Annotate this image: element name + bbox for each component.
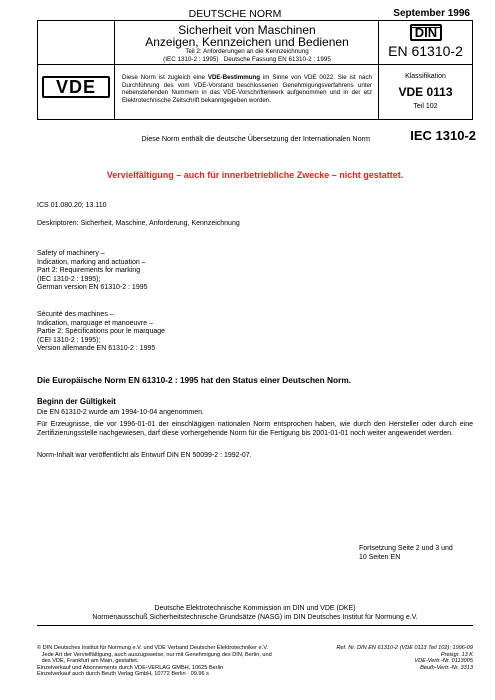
ics-codes: ICS 01.080.20; 13.110 <box>37 202 107 209</box>
din-logo: DIN <box>410 24 442 41</box>
issue-date: September 1996 <box>393 8 470 19</box>
intro-post: im Sinne von VDE 0022. Sie ist nach Durchführung des vom VDE-Vorstand beschlossenen Genehmigungsverfahrens unter nebenstehenden Nummern in das VDE-Vorschriftenwerk aufgenommen und in der etz Elektrotechnische Zeitschrift bekanntgegeben worden. <box>122 74 372 104</box>
part-subtitle <box>116 48 378 63</box>
norm-inhalt-note: Norm-Inhalt war veröffentlicht als Entwurf DIN EN 50099-2 : 1992-07. <box>37 452 252 459</box>
footer-left-line: des VDE, Frankfurt am Main, gestattet. <box>37 658 139 665</box>
footer-left-line: Einzelverkauf und Abonnements durch VDE-VERLAG GMBH, 10625 Berlin <box>37 664 224 671</box>
commission-line: Normenausschuß Sicherheitstechnische Grundsätze (NASG) im DIN Deutsches Institut für Normung e.V. <box>92 613 418 621</box>
vde-logo: VDE <box>42 76 110 98</box>
status-statement: Die Europäische Norm EN 61310-2 : 1995 hat den Status einer Deutschen Norm. <box>37 375 352 385</box>
intro-bold: VDE-Bestimmung <box>207 74 261 81</box>
header-left-cell <box>38 21 115 119</box>
english-title-block <box>37 250 337 293</box>
footer-right-line: Beuth-Vertr.-Nr. 3313 <box>420 664 473 671</box>
header-divider <box>38 64 472 65</box>
title-line: Anzeigen, Kennzeichen und Bedienen <box>145 35 349 49</box>
header-table <box>37 20 473 120</box>
intro-pre: Diese Norm ist zugleich eine <box>122 74 208 81</box>
en-line: Safety of machinery – <box>37 250 105 257</box>
footer-right-line: Preisgr. 13 K <box>440 651 473 658</box>
document-title <box>116 24 378 48</box>
en-line: Indication, marking and actuation – <box>37 258 146 266</box>
part-line: (IEC 1310-2 : 1995) Deutsche Fassung EN 61310-2 : 1995 <box>163 55 331 63</box>
footer-right-line: VDE-Vertr.-Nr. 0113005 <box>414 658 473 665</box>
fr-line: Version allemande EN 61310-2 : 1995 <box>37 345 156 352</box>
fr-line: Indication, marquage et manoeuvre – <box>37 319 153 327</box>
footer-right-line: Ref. Nr. DIN EN 61310-2 (VDE 0113 Teil 102): 1996-09 <box>336 645 473 651</box>
footer-copyright <box>37 645 327 678</box>
footer-reference <box>330 645 473 671</box>
french-title-block <box>37 311 337 354</box>
footer-left-line: Jede Art der Vervielfältigung, auch auszugsweise, nur mit Genehmigung des DIN, Berlin, und <box>37 651 272 658</box>
part-line: Teil 2: Anforderungen an die Kennzeichnung <box>185 48 309 55</box>
en-line: German version EN 61310-2 : 1995 <box>37 284 148 291</box>
commission-line: Deutsche Elektrotechnische Kommission im DIN und VDE (DKE) <box>154 605 356 612</box>
topbar-title: DEUTSCHE NORM <box>188 8 282 20</box>
en-line: Part 2: Requirements for marking <box>37 267 141 274</box>
teil-number: Teil 102 <box>413 103 438 110</box>
continuation-line: 10 Seiten EN <box>359 553 401 561</box>
iec-number: IEC 1310-2 <box>410 128 476 143</box>
continuation-note <box>359 545 479 562</box>
fr-line: Sécurité des machines – <box>37 311 114 318</box>
vde-number: VDE 0113 <box>398 85 453 99</box>
klassifikation-label: Klassifikation <box>405 73 446 80</box>
beginn-text-transition: Für Erzeugnisse, die vor 1996-01-01 der einschlägigen nationalen Norm entsprochen haben, wie durch den Hersteller oder durch eine Zertifizierungsstelle nachgewiesen, darf diese vorhergehende Norm für die Fertigung bis 2001-01-01 noch weiter angewendet werden. <box>37 421 473 437</box>
fr-line: (CEI 1310-2 : 1995); <box>37 336 101 344</box>
footer-left-line: © DIN Deutsches Institut für Normung e.V. und VDE Verband Deutscher Elektrotechniker e.V. <box>37 645 268 651</box>
continuation-line: Fortsetzung Seite 2 und 3 und <box>359 545 453 552</box>
en-line: (IEC 1310-2 : 1995); <box>37 275 101 283</box>
deskriptoren: Deskriptoren: Sicherheit, Maschine, Anforderung, Kennzeichnung <box>37 220 240 227</box>
copy-warning: Vervielfältigung – auch für innerbetriebliche Zwecke – nicht gestattet. <box>106 170 404 180</box>
fr-line: Partie 2: Spécifications pour le marquage <box>37 328 166 335</box>
iec-note: Diese Norm enthält die deutsche Übersetzung der Internationalen Norm <box>141 134 370 143</box>
vde-intro-text <box>122 74 372 104</box>
title-line: Sicherheit von Maschinen <box>178 23 316 37</box>
commission-block <box>37 605 473 622</box>
footer-left-line: Einzelverkauf auch durch Beuth Verlag GmbH, 10772 Berlin · 09.96 s <box>37 671 209 678</box>
footer-divider <box>37 625 473 626</box>
en-number: EN 61310-2 <box>388 43 463 59</box>
beginn-heading: Beginn der Gültigkeit <box>37 397 116 406</box>
beginn-text-adopted: Die EN 61310-2 wurde am 1994-10-04 angenommen. <box>37 409 204 416</box>
